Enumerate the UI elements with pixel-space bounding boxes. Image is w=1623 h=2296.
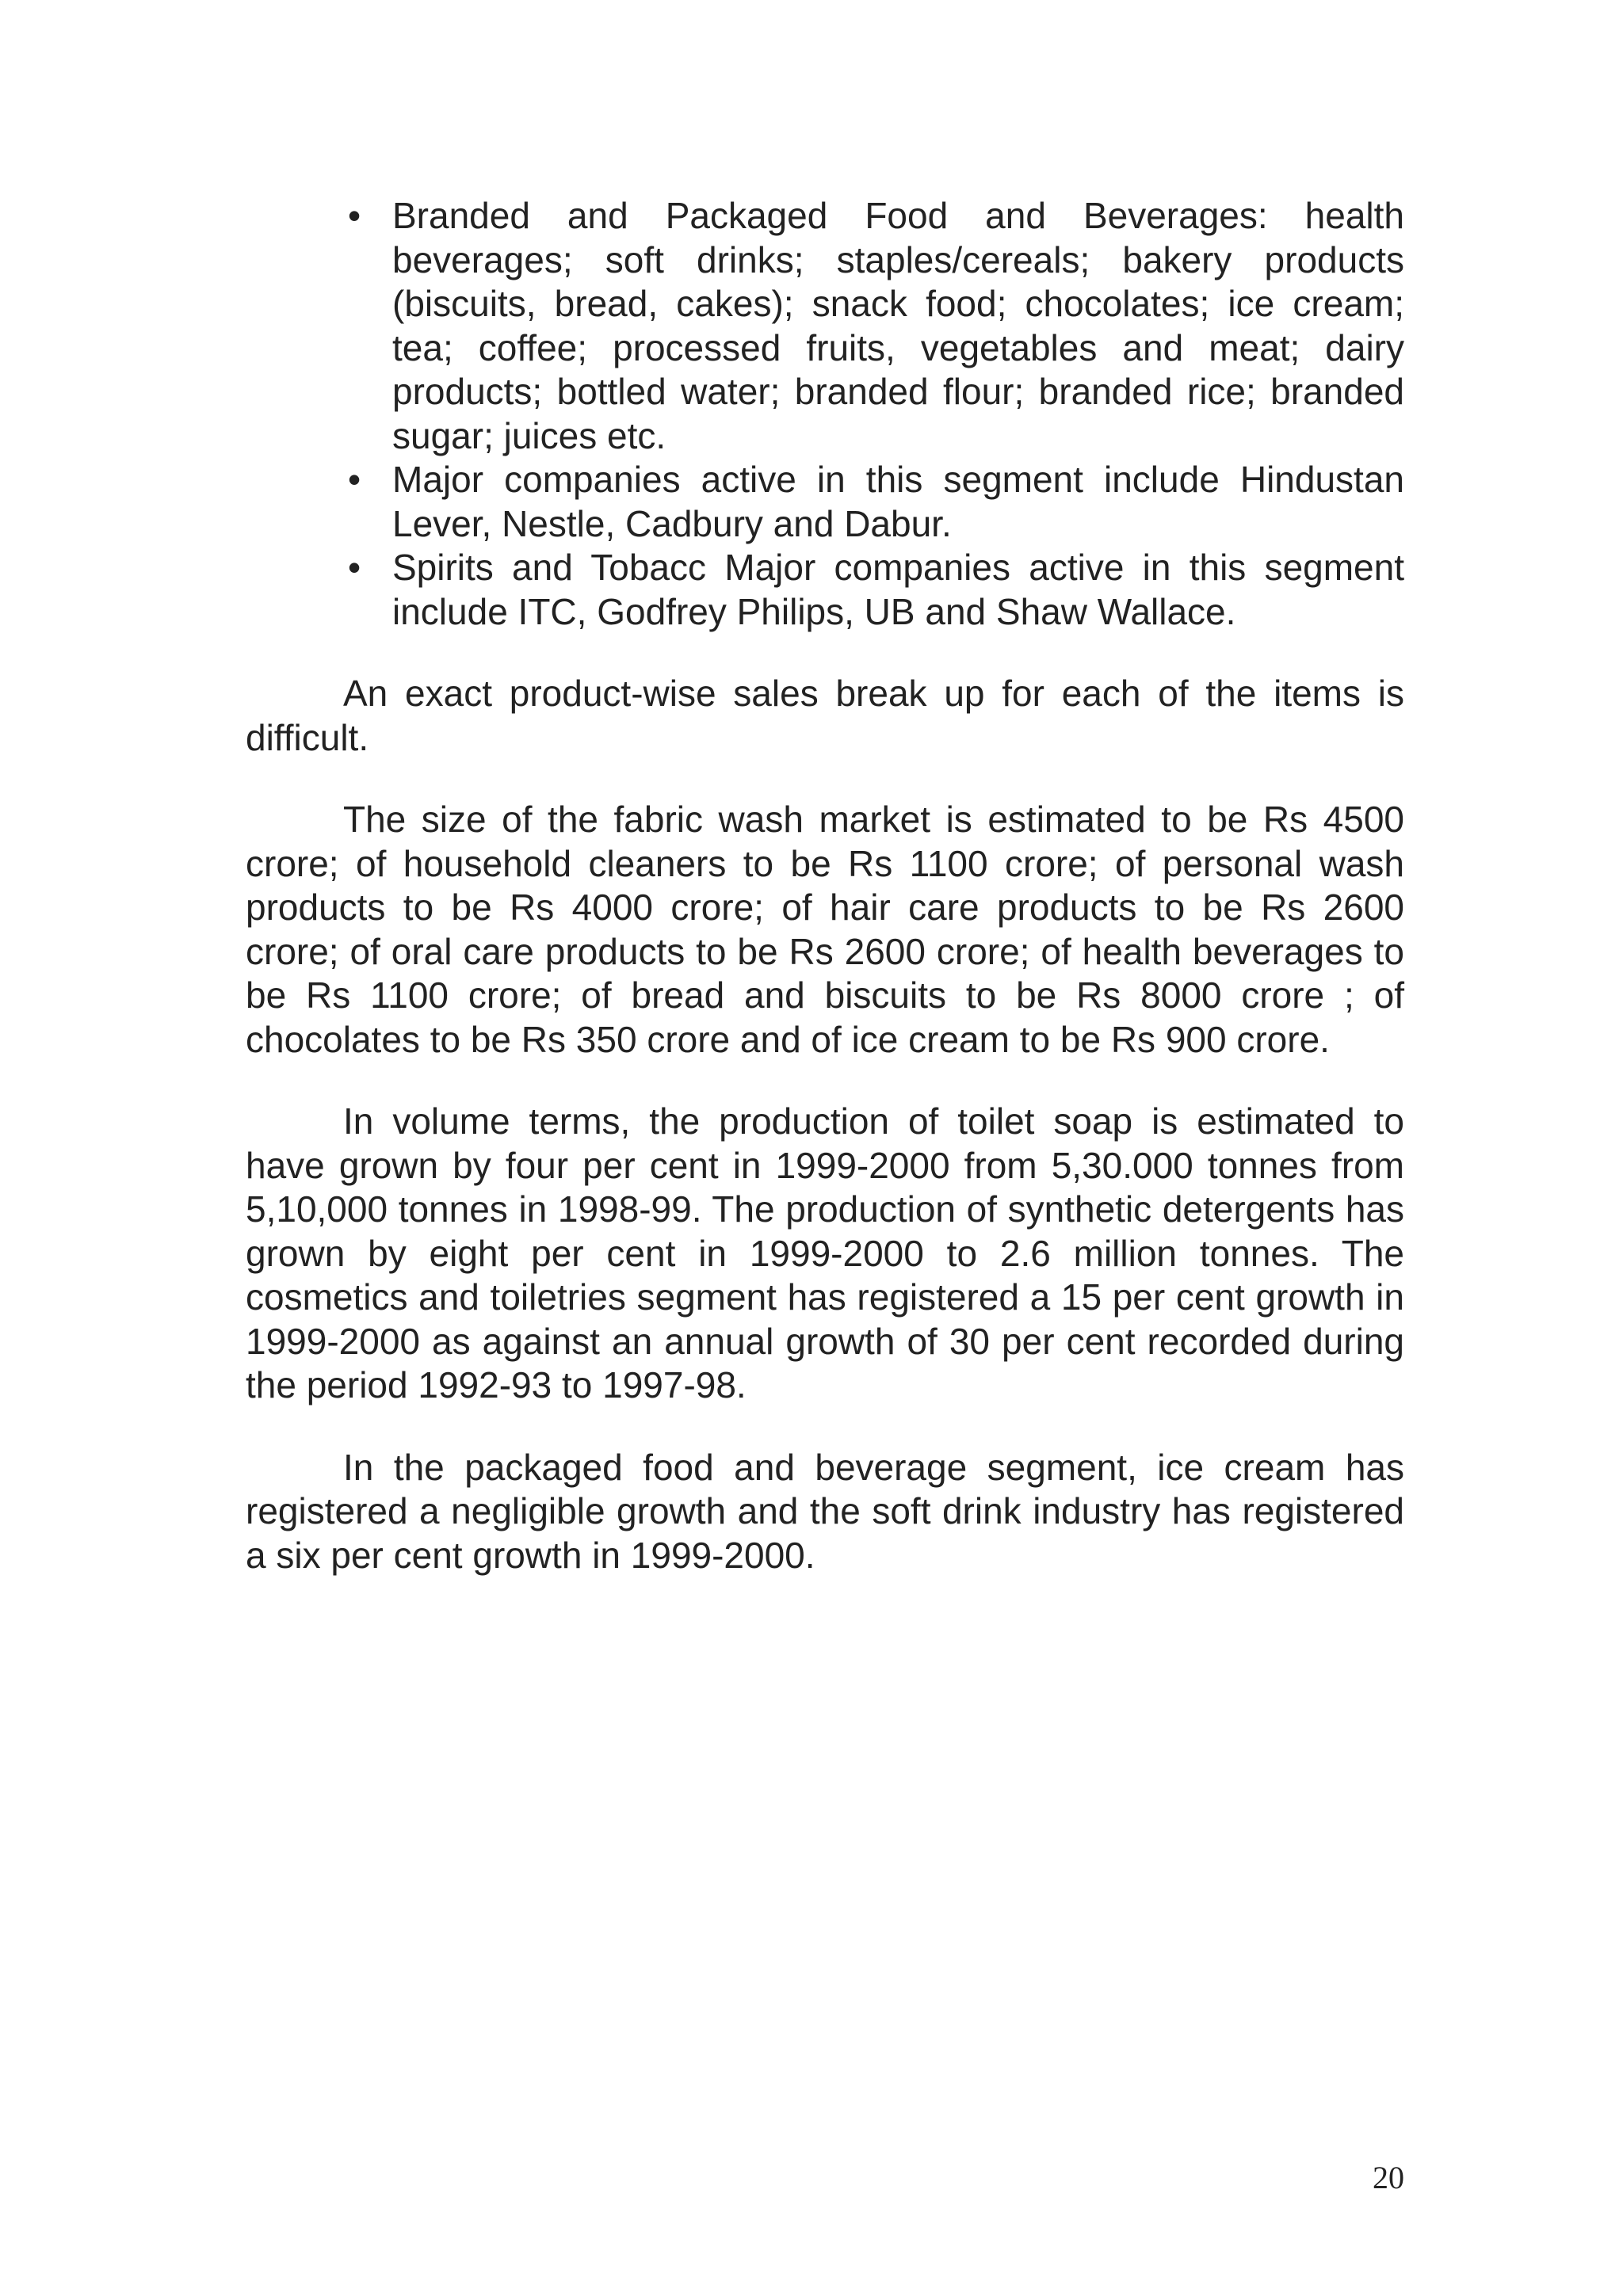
bullet-list xyxy=(246,194,1404,634)
paragraph-market-size: The size of the fabric wash market is estimated to be Rs 4500 crore; of household cleaners to be Rs 1100 crore; of personal wash products to be Rs 4000 crore; of hair care products to be Rs 2600 crore; of oral care products to be Rs 2600 crore; of health beverages to be Rs 1100 crore; of bread and biscuits to be Rs 8000 crore ; of chocolates to be Rs 350 crore and of ice cream to be Rs 900 crore. xyxy=(246,799,1404,1060)
bullet-item-food-beverages xyxy=(347,194,1404,458)
paragraph-sales-breakup: An exact product-wise sales break up for each of the items is difficult. xyxy=(246,673,1404,758)
paragraph-volume-terms: In volume terms, the production of toilet soap is estimated to have grown by four per cent in 1999-2000 from 5,30.000 tonnes from 5,10,000 tonnes in 1998-99. The production of synthetic detergents has grown by eight per cent in 1999-2000 to 2.6 million tonnes. The cosmetics and toiletries segment has registered a 15 per cent growth in 1999-2000 as against an annual growth of 30 per cent recorded during the period 1992-93 to 1997-98. xyxy=(246,1100,1404,1405)
bullet-text: Spirits and Tobacc Major companies active in this segment include ITC, Godfrey Philips, UB and Shaw Wallace. xyxy=(392,547,1404,632)
page-content xyxy=(246,194,1404,1577)
bullet-item-spirits-tobacco xyxy=(347,546,1404,634)
bullet-icon: • xyxy=(347,459,361,500)
bullet-text: Branded and Packaged Food and Beverages: health beverages; soft drinks; staples/cereals; bakery products (biscuits, bread, cakes); snack food; chocolates; ice cream; tea; coffee; processed fruits, vegetables and meat; dairy products; bottled water; branded flour; branded rice; branded sugar; juices etc. xyxy=(392,195,1404,456)
page-number: 20 xyxy=(1373,2160,1404,2195)
bullet-text: Major companies active in this segment include Hindustan Lever, Nestle, Cadbury and Dabur. xyxy=(392,459,1404,544)
bullet-icon: • xyxy=(347,195,361,236)
paragraph-packaged-food: In the packaged food and beverage segment, ice cream has registered a negligible growth and the soft drink industry has registered a six per cent growth in 1999-2000. xyxy=(246,1446,1404,1576)
bullet-icon: • xyxy=(347,547,361,588)
bullet-item-major-companies xyxy=(347,458,1404,546)
